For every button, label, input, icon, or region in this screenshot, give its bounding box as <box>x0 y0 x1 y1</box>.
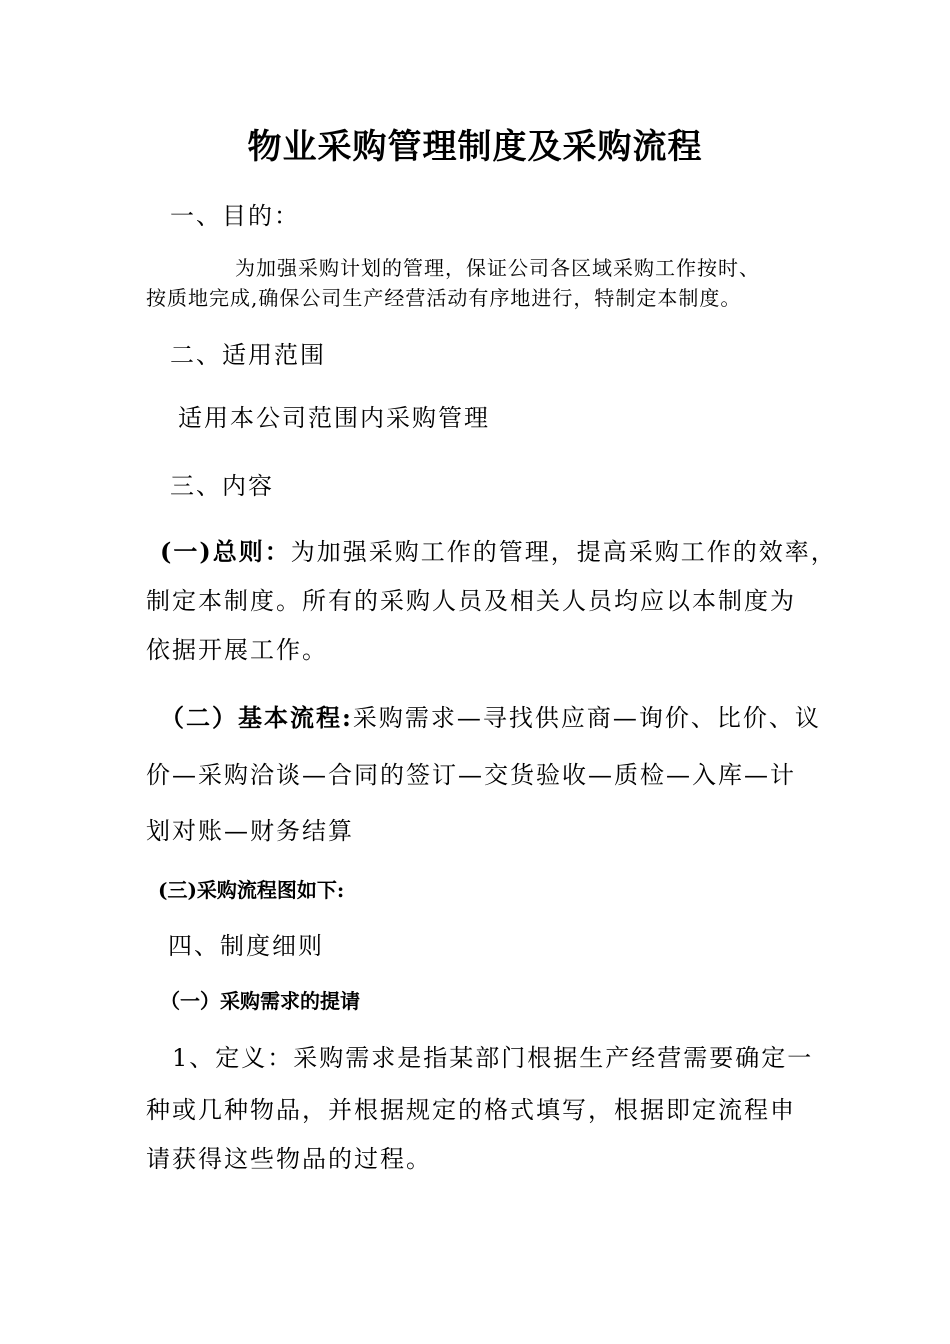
section-heading-purpose: 一、目的： <box>170 202 300 230</box>
basic-flow-line-1 <box>160 703 821 732</box>
general-principle-line-3: 依据开展工作。 <box>146 636 328 664</box>
purpose-text-line-2: 按质地完成,确保公司生产经营活动有序地进行，特制定本制度。 <box>146 286 742 310</box>
definition-line-3: 请获得这些物品的过程。 <box>146 1145 432 1173</box>
document-title: 物业采购管理制度及采购流程 <box>247 127 703 167</box>
scope-text: 适用本公司范围内采购管理 <box>178 404 490 432</box>
basic-flow-label: （二）基本流程: <box>160 703 353 732</box>
definition-line-1: 1、定义：采购需求是指某部门根据生产经营需要确定一 <box>172 1044 814 1072</box>
section-heading-scope: 二、适用范围 <box>170 341 326 369</box>
basic-flow-text: 采购需求—寻找供应商—询价、比价、议 <box>352 704 821 732</box>
general-principle-line-1 <box>160 537 837 566</box>
general-principle-line-2: 制定本制度。所有的采购人员及相关人员均应以本制度为 <box>146 587 796 615</box>
section-heading-content: 三、内容 <box>170 472 274 500</box>
general-principle-label: (一)总则： <box>160 537 291 566</box>
subsection-heading-demand: （一）采购需求的提请 <box>160 989 360 1013</box>
section-heading-rules: 四、制度细则 <box>168 932 324 960</box>
basic-flow-line-2: 价—采购洽谈—合同的签订—交货验收—质检—入库—计 <box>146 761 796 789</box>
basic-flow-line-3: 划对账—财务结算 <box>146 817 354 845</box>
flow-chart-label: (三)采购流程图如下: <box>158 878 345 902</box>
general-principle-text: 为加强采购工作的管理，提高采购工作的效率， <box>290 538 837 566</box>
definition-line-2: 种或几种物品，并根据规定的格式填写，根据即定流程申 <box>146 1096 796 1124</box>
purpose-text-line-1: 为加强采购计划的管理，保证公司各区域采购工作按时、 <box>235 256 760 280</box>
